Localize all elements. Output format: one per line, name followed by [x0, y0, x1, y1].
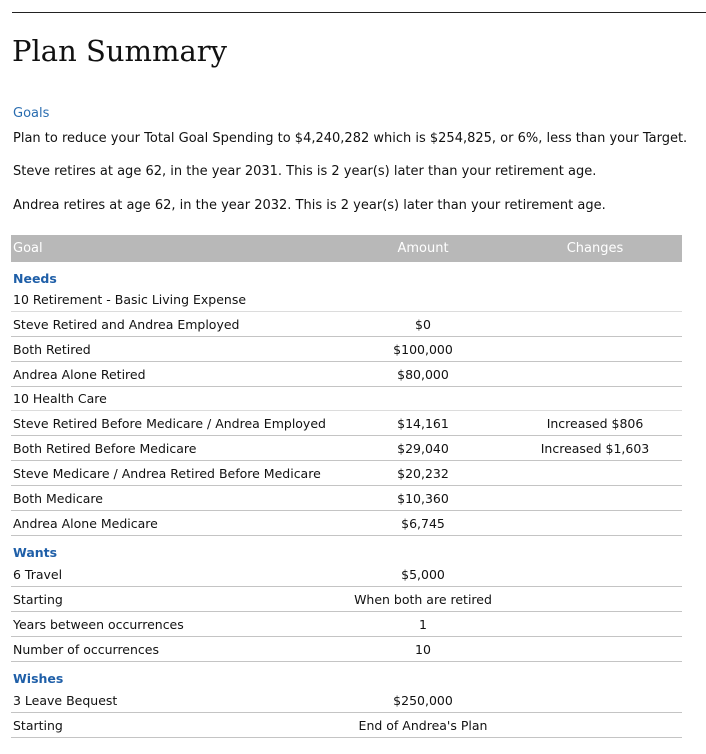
table-row — [11, 461, 682, 486]
goal-group-row — [11, 288, 682, 312]
amount-cell: 1 — [338, 612, 508, 637]
goal-cell: 10 Retirement - Basic Living Expense — [11, 288, 338, 312]
changes-cell — [508, 688, 682, 713]
amount-cell: $29,040 — [338, 436, 508, 461]
table-row — [11, 713, 682, 738]
changes-cell — [508, 587, 682, 612]
amount-cell: $250,000 — [338, 688, 508, 713]
section-label: Needs — [13, 271, 57, 286]
amount-cell: $14,161 — [338, 411, 508, 436]
amount-cell: $0 — [338, 312, 508, 337]
table-row — [11, 562, 682, 587]
amount-cell — [338, 387, 508, 411]
goal-cell: 3 Leave Bequest — [11, 688, 338, 713]
changes-cell — [508, 288, 682, 312]
goal-cell: Andrea Alone Medicare — [11, 511, 338, 536]
goal-cell: Number of occurrences — [11, 637, 338, 662]
goals-table-header — [11, 235, 682, 262]
changes-cell — [508, 562, 682, 587]
goals-table-body — [11, 262, 682, 738]
steve-retirement-summary: Steve retires at age 62, in the year 2031. This is 2 year(s) later than your retirement age. — [13, 164, 597, 179]
goal-cell: Both Retired Before Medicare — [11, 436, 338, 461]
amount-cell: When both are retired — [338, 587, 508, 612]
section-wishes — [11, 662, 682, 689]
table-row — [11, 486, 682, 511]
goals-table — [11, 235, 682, 738]
amount-cell: 10 — [338, 637, 508, 662]
table-row — [11, 436, 682, 461]
changes-cell — [508, 713, 682, 738]
goal-cell: Steve Retired and Andrea Employed — [11, 312, 338, 337]
page-title: Plan Summary — [12, 34, 228, 68]
table-row — [11, 362, 682, 387]
header-amount: Amount — [338, 235, 508, 262]
amount-cell: $80,000 — [338, 362, 508, 387]
section-label: Wishes — [13, 671, 64, 686]
changes-cell — [508, 511, 682, 536]
goals-heading: Goals — [13, 106, 50, 121]
header-changes: Changes — [508, 235, 682, 262]
goal-cell: Steve Retired Before Medicare / Andrea Employed — [11, 411, 338, 436]
top-divider — [12, 12, 706, 13]
goal-cell: Andrea Alone Retired — [11, 362, 338, 387]
goal-cell: Starting — [11, 713, 338, 738]
goal-spending-summary: Plan to reduce your Total Goal Spending to $4,240,282 which is $254,825, or 6%, less than your Target. — [13, 131, 688, 146]
amount-cell: $100,000 — [338, 337, 508, 362]
section-wants — [11, 536, 682, 563]
amount-cell — [338, 288, 508, 312]
amount-cell: $10,360 — [338, 486, 508, 511]
changes-cell — [508, 612, 682, 637]
goal-cell: Years between occurrences — [11, 612, 338, 637]
goal-cell: Steve Medicare / Andrea Retired Before Medicare — [11, 461, 338, 486]
changes-cell — [508, 337, 682, 362]
table-row — [11, 312, 682, 337]
goal-cell: 6 Travel — [11, 562, 338, 587]
changes-cell — [508, 362, 682, 387]
changes-cell — [508, 312, 682, 337]
table-row — [11, 337, 682, 362]
changes-cell: Increased $1,603 — [508, 436, 682, 461]
andrea-retirement-summary: Andrea retires at age 62, in the year 2032. This is 2 year(s) later than your retirement age. — [13, 198, 606, 213]
goal-cell: Starting — [11, 587, 338, 612]
table-row — [11, 411, 682, 436]
table-row — [11, 511, 682, 536]
changes-cell: Increased $806 — [508, 411, 682, 436]
goal-cell: 10 Health Care — [11, 387, 338, 411]
section-needs — [11, 262, 682, 288]
table-row — [11, 637, 682, 662]
table-row — [11, 587, 682, 612]
changes-cell — [508, 387, 682, 411]
header-goal: Goal — [11, 235, 338, 262]
section-label: Wants — [13, 545, 58, 560]
table-row — [11, 612, 682, 637]
goal-group-row — [11, 387, 682, 411]
changes-cell — [508, 637, 682, 662]
amount-cell: $6,745 — [338, 511, 508, 536]
goal-cell: Both Medicare — [11, 486, 338, 511]
amount-cell: End of Andrea's Plan — [338, 713, 508, 738]
amount-cell: $5,000 — [338, 562, 508, 587]
changes-cell — [508, 461, 682, 486]
table-row — [11, 688, 682, 713]
amount-cell: $20,232 — [338, 461, 508, 486]
goal-cell: Both Retired — [11, 337, 338, 362]
changes-cell — [508, 486, 682, 511]
